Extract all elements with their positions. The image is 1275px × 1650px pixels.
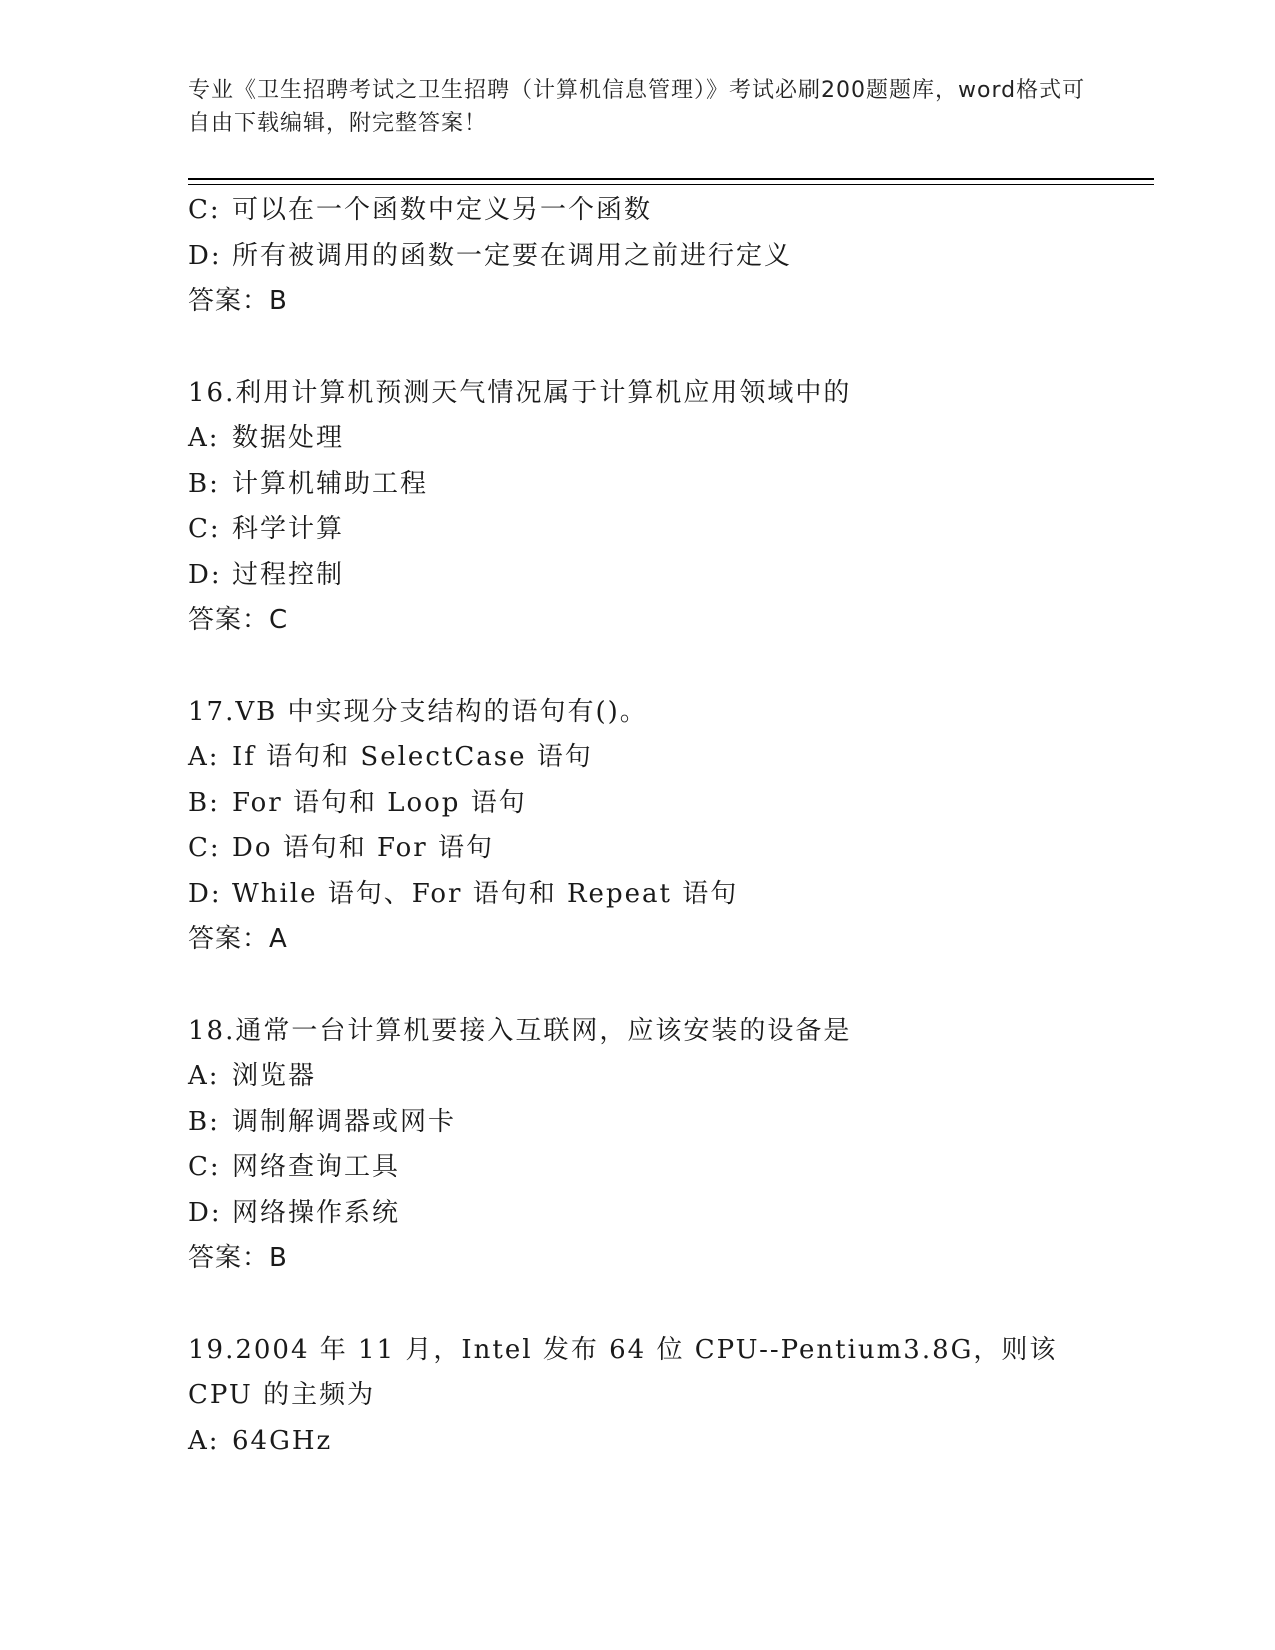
option-text: For 语句和 Loop 语句 [232, 787, 527, 818]
option-line [188, 553, 1148, 599]
question-stem: 19.2004 年 11 月，Intel 发布 64 位 CPU--Pentium3.8G，则该 CPU 的主频为 [188, 1334, 1058, 1410]
spacer [188, 644, 1148, 690]
question-content [188, 188, 1148, 1464]
option-text: 网络查询工具 [232, 1152, 401, 1182]
option-label: C: [188, 833, 221, 863]
option-text: 浏览器 [232, 1061, 317, 1091]
answer-line: 答案：C [188, 605, 289, 635]
option-label: B: [188, 787, 220, 818]
option-line [188, 462, 1148, 508]
option-line [188, 735, 1148, 781]
option-label: D: [188, 878, 222, 909]
option-line [188, 1145, 1148, 1191]
answer-line: 答案：B [188, 286, 288, 316]
option-line [188, 872, 1148, 918]
option-label: A: [188, 742, 220, 772]
option-label: A: [188, 423, 220, 453]
option-text: 数据处理 [232, 423, 345, 453]
question-stem: 18.通常一台计算机要接入互联网，应该安装的设备是 [188, 1015, 852, 1046]
option-text: Do 语句和 For 语句 [232, 833, 494, 863]
option-text: 科学计算 [232, 514, 345, 544]
option-label: B: [188, 468, 220, 499]
option-line [188, 826, 1148, 872]
option-text: 64GHz [232, 1425, 333, 1456]
option-text: 过程控制 [232, 559, 345, 590]
option-label: A: [188, 1061, 220, 1091]
option-label: B: [188, 1106, 220, 1137]
option-line [188, 507, 1148, 553]
spacer [188, 963, 1148, 1009]
option-label: D: [188, 1197, 222, 1228]
option-label: A: [188, 1425, 220, 1456]
option-text: 网络操作系统 [232, 1197, 401, 1228]
option-line [188, 1191, 1148, 1237]
option-text: 计算机辅助工程 [232, 468, 429, 499]
answer-line: 答案：B [188, 1243, 288, 1273]
option-text: If 语句和 SelectCase 语句 [232, 742, 593, 772]
option-label: C: [188, 1152, 221, 1182]
option-line [188, 234, 1148, 280]
option-line [188, 1054, 1148, 1100]
option-text: 可以在一个函数中定义另一个函数 [232, 195, 653, 225]
header-divider-thin [188, 184, 1154, 185]
question-stem: 16.利用计算机预测天气情况属于计算机应用领域中的 [188, 377, 852, 408]
document-header: 专业《卫生招聘考试之卫生招聘（计算机信息管理）》考试必刷200题题库，word格式可自由下载编辑，附完整答案！ [188, 78, 1086, 136]
option-label: C: [188, 514, 221, 544]
option-text: While 语句、For 语句和 Repeat 语句 [232, 878, 739, 909]
answer-line: 答案：A [188, 924, 288, 954]
question-stem: 17.VB 中实现分支结构的语句有()。 [188, 696, 648, 727]
spacer [188, 1282, 1148, 1328]
option-label: C: [188, 195, 221, 225]
option-label: D: [188, 240, 222, 271]
option-text: 所有被调用的函数一定要在调用之前进行定义 [232, 240, 793, 271]
option-line [188, 188, 1148, 234]
option-label: D: [188, 559, 222, 590]
option-line [188, 416, 1148, 462]
option-line [188, 1100, 1148, 1146]
header-divider-thick [188, 178, 1154, 180]
option-line [188, 1419, 1148, 1465]
option-text: 调制解调器或网卡 [232, 1106, 457, 1137]
option-line [188, 781, 1148, 827]
spacer [188, 325, 1148, 371]
